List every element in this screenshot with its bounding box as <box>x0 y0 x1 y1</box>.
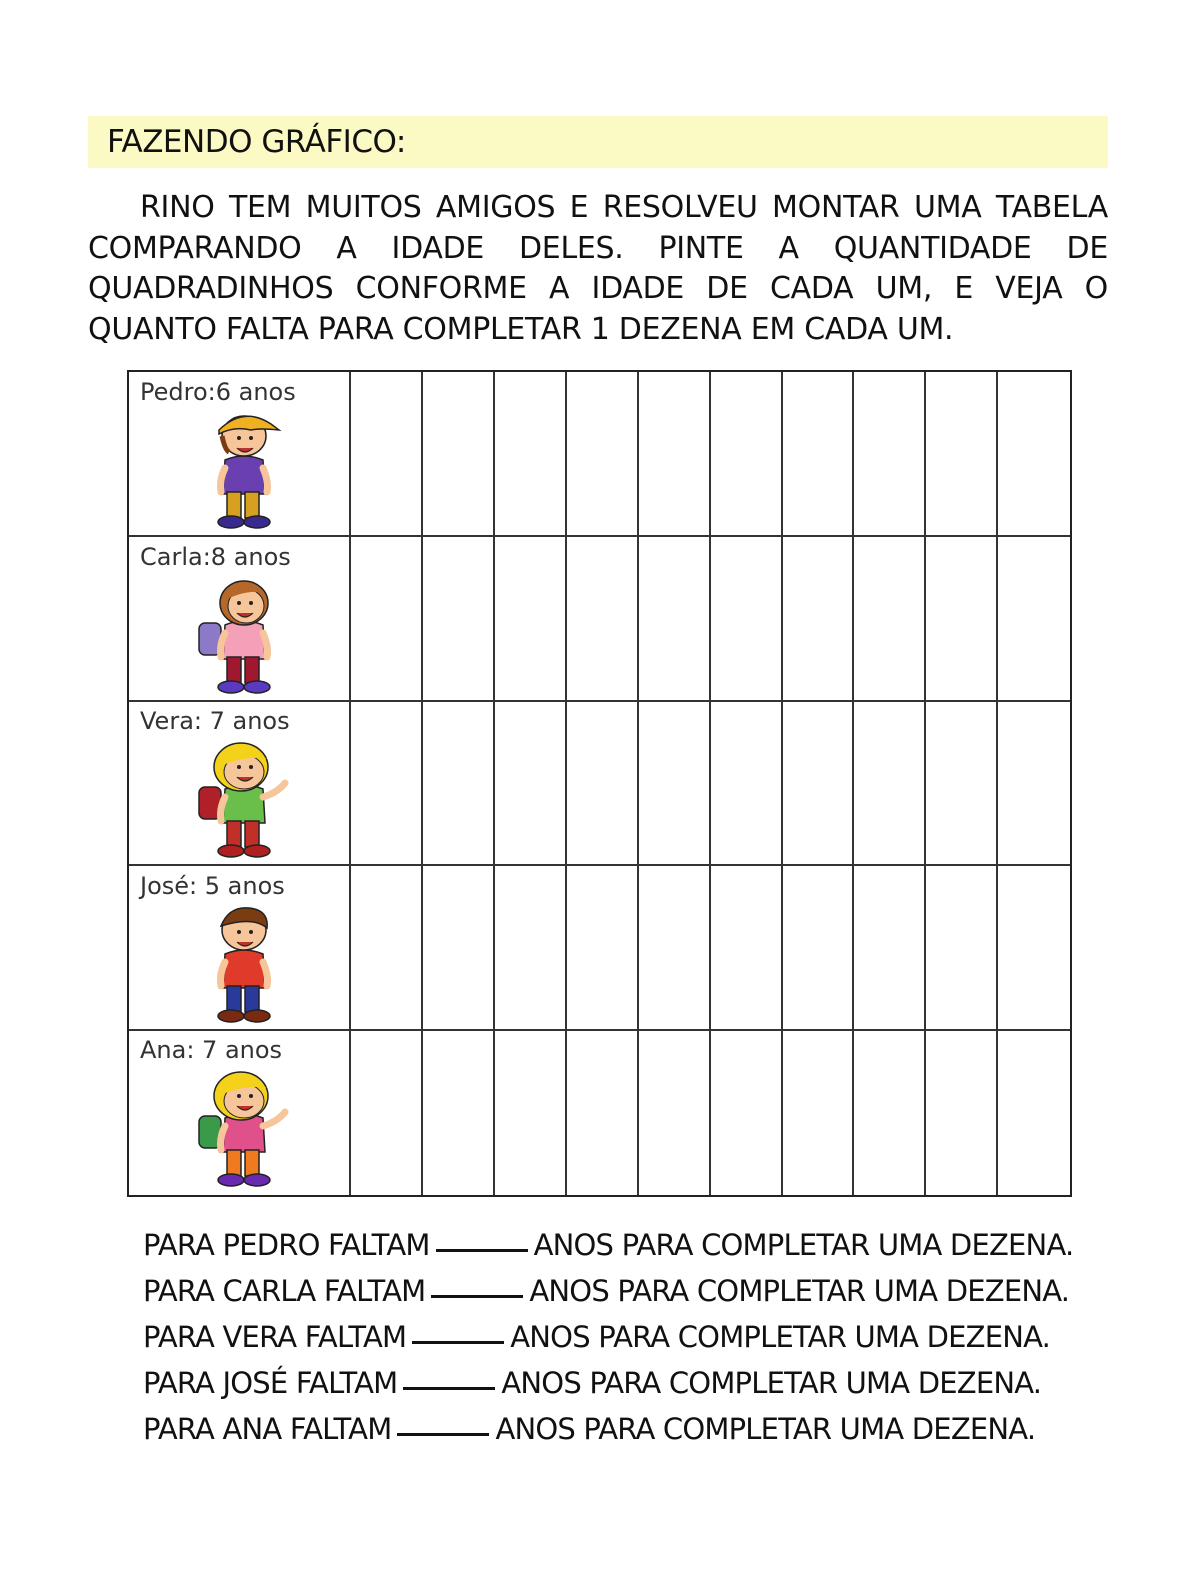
answer-line <box>143 1228 1113 1274</box>
paint-square[interactable] <box>711 372 783 535</box>
answer-line <box>143 1412 1113 1458</box>
answer-blank[interactable] <box>436 1249 528 1252</box>
answer-suffix: ANOS PARA COMPLETAR UMA DEZENA. <box>510 1320 1051 1354</box>
answers-section <box>143 1228 1113 1458</box>
paint-square[interactable] <box>567 1030 639 1195</box>
row-label-cell <box>129 537 351 700</box>
row-label-cell <box>129 866 351 1029</box>
paint-square[interactable] <box>782 372 854 535</box>
chart-row <box>129 537 1070 702</box>
paint-square[interactable] <box>782 701 854 864</box>
answer-prefix: PARA JOSÉ FALTAM <box>143 1366 398 1400</box>
paint-square[interactable] <box>782 537 854 700</box>
chart-row <box>129 866 1070 1031</box>
paint-square[interactable] <box>423 701 495 864</box>
child-name-age: Pedro:6 anos <box>140 378 296 406</box>
child-name-age: Ana: 7 anos <box>140 1036 283 1065</box>
instructions-paragraph: RINO TEM MUITOS AMIGOS E RESOLVEU MONTAR UMA TABELA COMPARANDO A IDADE DELES. PINTE A QUANTIDADE DE QUADRADINHOS CONFORME A IDADE DE CADA UM, E VEJA O QUANTO FALTA PARA COMPLETAR 1 DEZENA EM CADA UM. <box>88 190 1108 347</box>
answer-suffix: ANOS PARA COMPLETAR UMA DEZENA. <box>501 1366 1042 1400</box>
answer-suffix: ANOS PARA COMPLETAR UMA DEZENA. <box>495 1412 1036 1446</box>
paint-square[interactable] <box>711 866 783 1029</box>
paint-square[interactable] <box>351 1030 423 1195</box>
answer-prefix: PARA VERA FALTAM <box>143 1320 407 1354</box>
paint-square[interactable] <box>495 1030 567 1195</box>
paint-square[interactable] <box>639 537 711 700</box>
child-name-age: José: 5 anos <box>140 871 285 900</box>
paint-square[interactable] <box>495 537 567 700</box>
paint-square[interactable] <box>567 866 639 1029</box>
answer-blank[interactable] <box>397 1433 489 1436</box>
paint-square[interactable] <box>998 701 1070 864</box>
answer-blank[interactable] <box>412 1341 504 1344</box>
row-label-cell <box>129 372 351 535</box>
paint-square[interactable] <box>567 537 639 700</box>
paint-square[interactable] <box>495 866 567 1029</box>
paint-square[interactable] <box>639 866 711 1029</box>
child-illustration-icon <box>184 900 304 1025</box>
answer-line <box>143 1274 1113 1320</box>
paint-square[interactable] <box>495 372 567 535</box>
child-name-age: Vera: 7 anos <box>140 707 290 736</box>
section-header <box>88 116 1108 168</box>
paint-square[interactable] <box>711 537 783 700</box>
paint-square[interactable] <box>495 701 567 864</box>
paint-square[interactable] <box>351 537 423 700</box>
answer-blank[interactable] <box>403 1387 495 1390</box>
paint-square[interactable] <box>854 1030 926 1195</box>
paint-square[interactable] <box>926 701 998 864</box>
paint-square[interactable] <box>926 1030 998 1195</box>
paint-square[interactable] <box>926 537 998 700</box>
answer-prefix: PARA CARLA FALTAM <box>143 1274 426 1308</box>
paint-square[interactable] <box>639 372 711 535</box>
child-name-age: Carla:8 anos <box>140 542 291 571</box>
child-illustration-icon <box>184 406 304 531</box>
row-label-cell <box>129 701 351 864</box>
answer-suffix: ANOS PARA COMPLETAR UMA DEZENA. <box>533 1228 1074 1262</box>
paint-square[interactable] <box>854 866 926 1029</box>
answer-line <box>143 1366 1113 1412</box>
section-title: FAZENDO GRÁFICO: <box>107 124 406 160</box>
paint-square[interactable] <box>423 372 495 535</box>
paint-square[interactable] <box>926 866 998 1029</box>
paint-square[interactable] <box>567 701 639 864</box>
paint-square[interactable] <box>423 1030 495 1195</box>
answer-line <box>143 1320 1113 1366</box>
paint-square[interactable] <box>351 701 423 864</box>
paint-square[interactable] <box>351 372 423 535</box>
chart-row <box>129 701 1070 866</box>
paint-square[interactable] <box>998 537 1070 700</box>
paint-square[interactable] <box>423 866 495 1029</box>
paint-square[interactable] <box>567 372 639 535</box>
chart-row <box>129 1030 1070 1195</box>
paint-square[interactable] <box>854 537 926 700</box>
paint-square[interactable] <box>782 866 854 1029</box>
paint-square[interactable] <box>423 537 495 700</box>
paint-square[interactable] <box>711 701 783 864</box>
paint-square[interactable] <box>998 1030 1070 1195</box>
paint-square[interactable] <box>711 1030 783 1195</box>
paint-square[interactable] <box>854 701 926 864</box>
paint-square[interactable] <box>351 866 423 1029</box>
answer-suffix: ANOS PARA COMPLETAR UMA DEZENA. <box>529 1274 1070 1308</box>
paint-square[interactable] <box>639 701 711 864</box>
paint-square[interactable] <box>998 866 1070 1029</box>
child-illustration-icon <box>184 735 304 860</box>
paint-square[interactable] <box>639 1030 711 1195</box>
paint-square[interactable] <box>854 372 926 535</box>
paint-square[interactable] <box>926 372 998 535</box>
age-chart-grid <box>127 370 1072 1197</box>
answer-prefix: PARA ANA FALTAM <box>143 1412 392 1446</box>
child-illustration-icon <box>184 1064 304 1189</box>
answer-prefix: PARA PEDRO FALTAM <box>143 1228 430 1262</box>
child-illustration-icon <box>184 571 304 696</box>
answer-blank[interactable] <box>431 1295 523 1298</box>
chart-row <box>129 372 1070 537</box>
paint-square[interactable] <box>998 372 1070 535</box>
row-label-cell <box>129 1030 351 1195</box>
paint-square[interactable] <box>782 1030 854 1195</box>
